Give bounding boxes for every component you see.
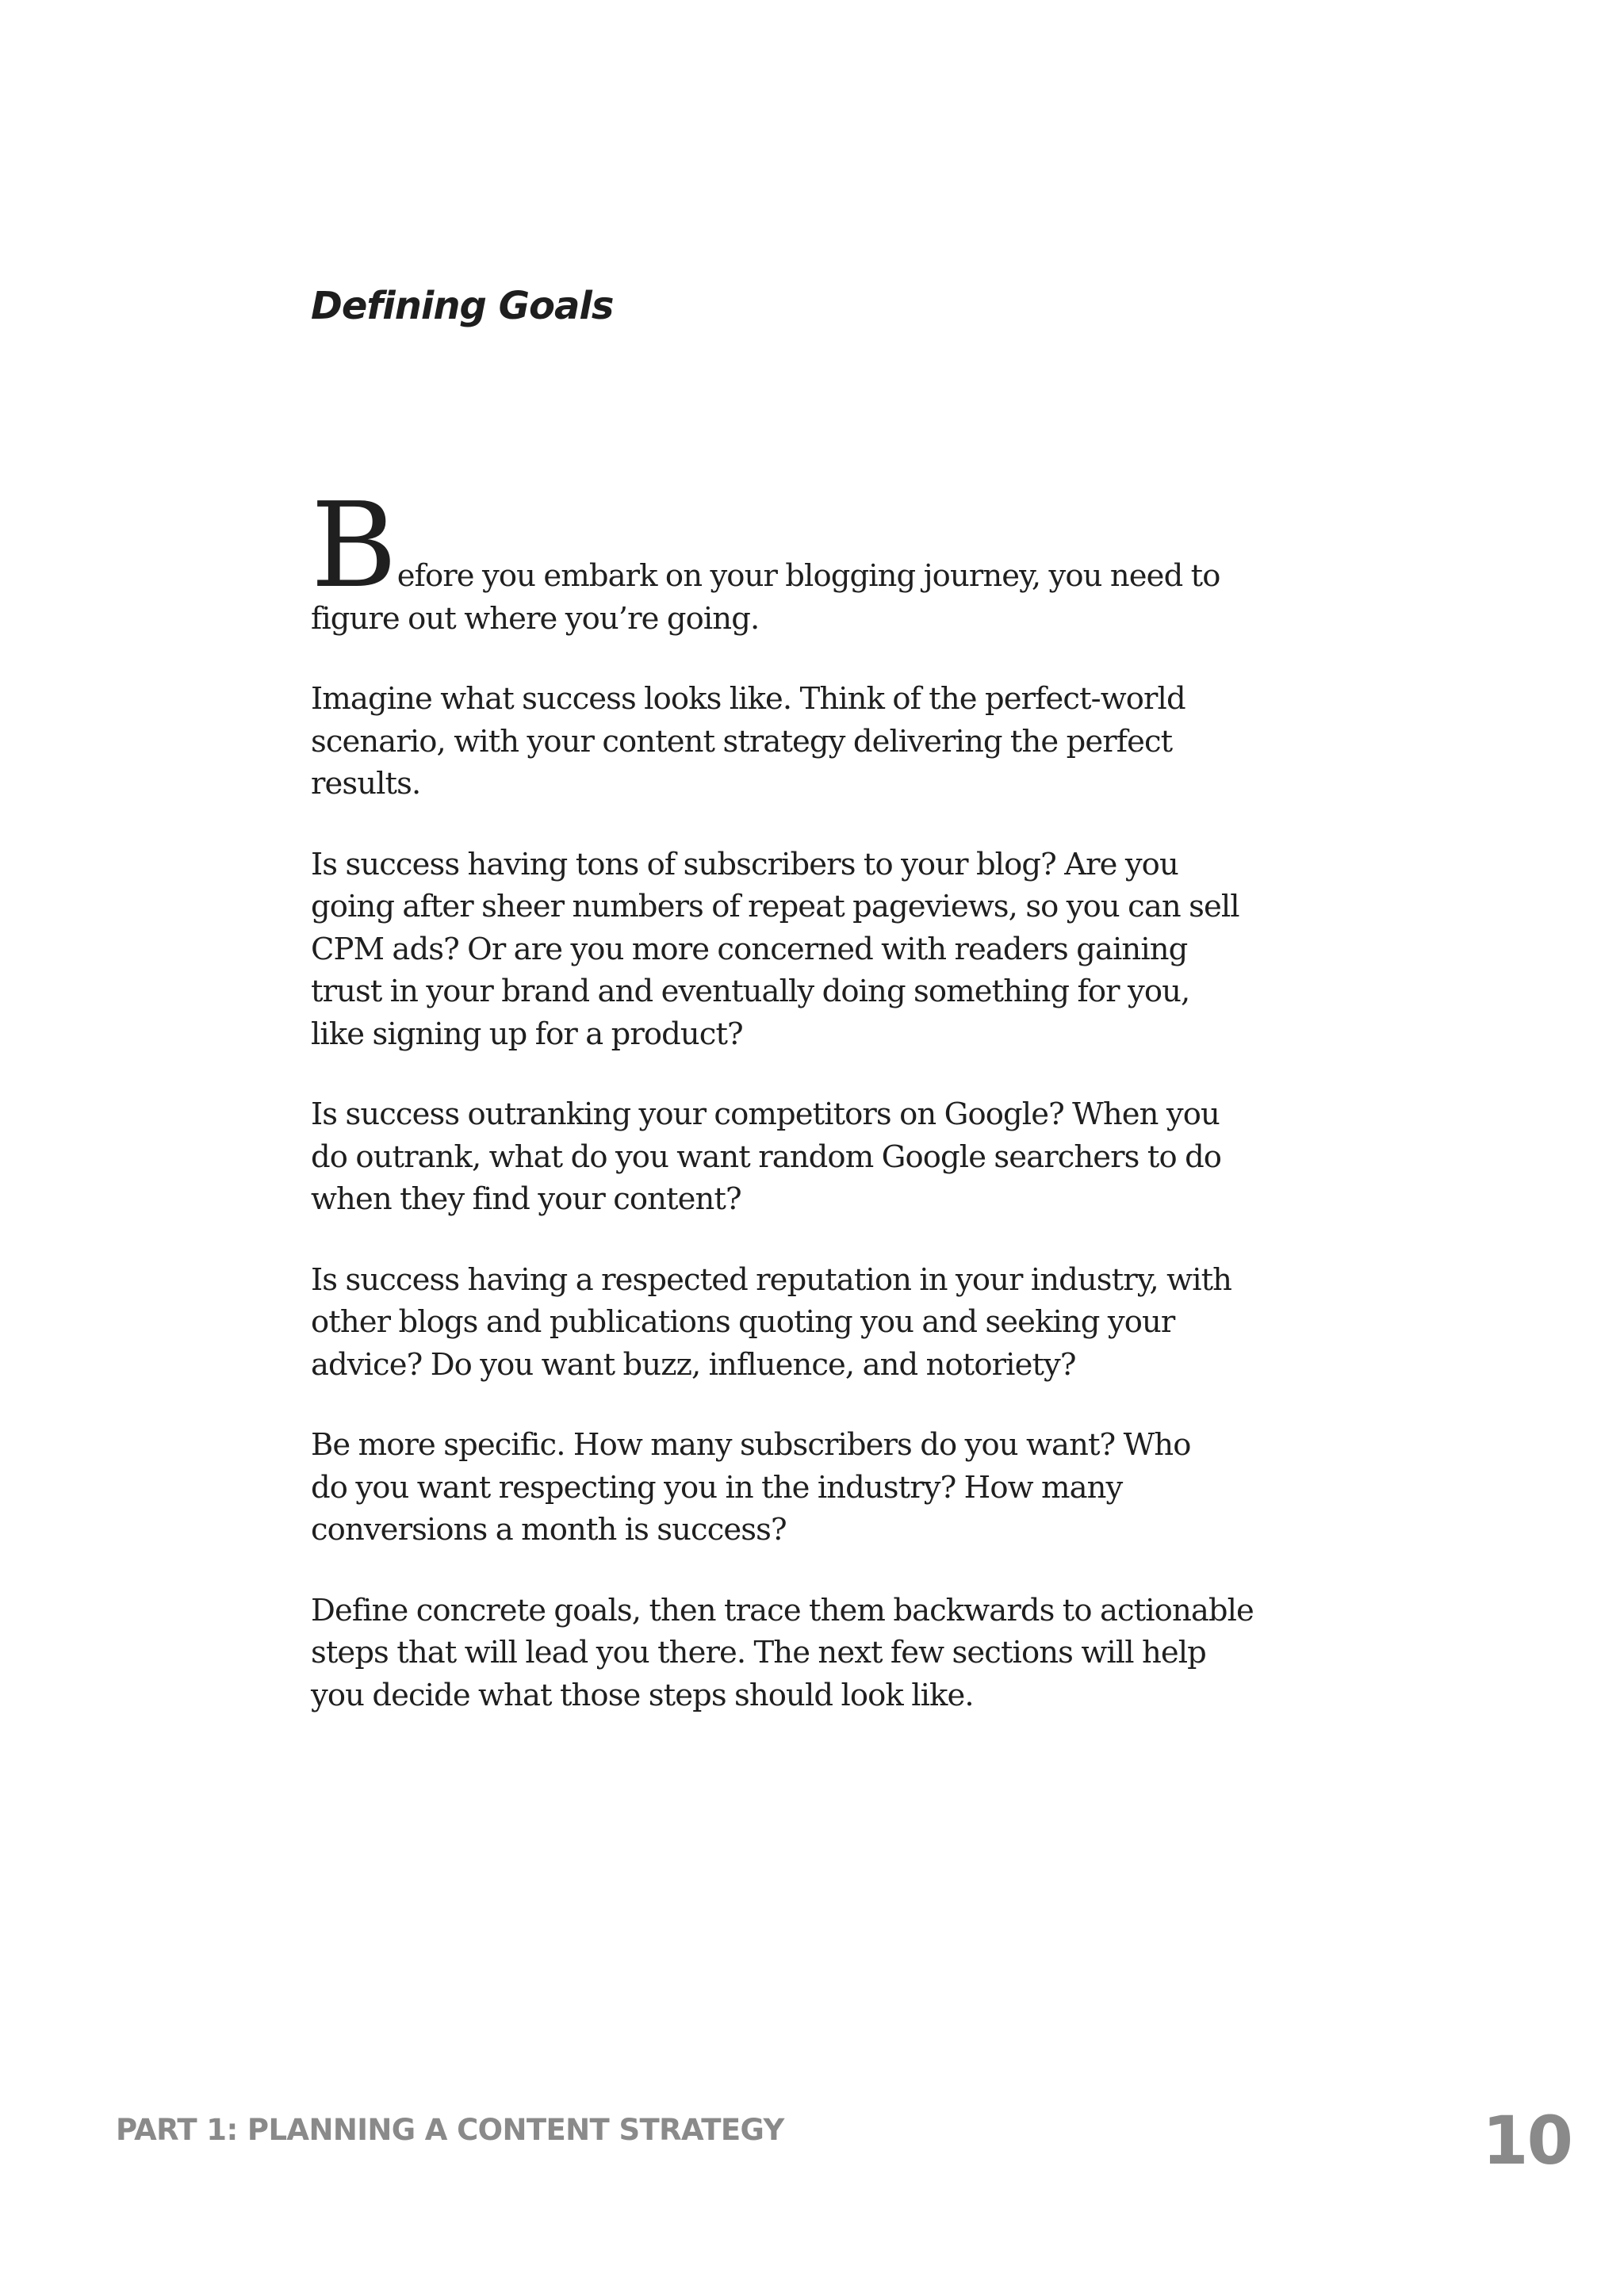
paragraph-line: Is success having tons of subscribers to your blog? Are you — [311, 846, 1178, 882]
paragraph-line: Is success having a respected reputation in your industry, with — [311, 1261, 1232, 1298]
paragraph-5 — [311, 1259, 1312, 1387]
paragraph-line: like signing up for a product? — [311, 1016, 743, 1052]
paragraph-2 — [311, 678, 1312, 806]
paragraph-line: trust in your brand and eventually doing something for you, — [311, 974, 1190, 1009]
paragraph-1-line-1: efore you embark on your blogging journey, you need to — [396, 558, 1220, 594]
paragraph-1 — [311, 477, 1312, 640]
paragraph-line: Be more specific. How many subscribers do you want? Who — [311, 1427, 1191, 1463]
page-number: 10 — [1482, 2102, 1572, 2179]
paragraph-6 — [311, 1424, 1312, 1552]
paragraph-1-line-2: figure out where you’re going. — [311, 600, 760, 637]
body-text — [311, 477, 1312, 1755]
paragraph-line: do outrank, what do you want random Google searchers to do — [311, 1138, 1222, 1175]
paragraph-line: do you want respecting you in the industry? How many — [311, 1469, 1123, 1506]
paragraph-line: other blogs and publications quoting you and seeking your — [311, 1304, 1175, 1340]
paragraph-line: Imagine what success looks like. Think of the perfect-world — [311, 681, 1185, 717]
paragraph-line: CPM ads? Or are you more concerned with readers gaining — [311, 931, 1188, 967]
paragraph-4 — [311, 1093, 1312, 1221]
paragraph-3 — [311, 844, 1312, 1056]
paragraph-line: Define concrete goals, then trace them backwards to actionable — [311, 1592, 1254, 1628]
drop-cap: B — [311, 477, 397, 614]
paragraph-line: scenario, with your content strategy delivering the perfect — [311, 723, 1173, 760]
paragraph-7 — [311, 1590, 1312, 1717]
paragraph-line: you decide what those steps should look like. — [311, 1677, 974, 1713]
paragraph-line: conversions a month is success? — [311, 1512, 787, 1548]
section-title: Defining Goals — [311, 284, 614, 328]
paragraph-line: when they find your content? — [311, 1181, 741, 1217]
paragraph-line: Is success outranking your competitors on Google? When you — [311, 1096, 1220, 1132]
paragraph-line: results. — [311, 766, 421, 802]
paragraph-line: steps that will lead you there. The next few sections will help — [311, 1635, 1206, 1670]
footer-part-label: PART 1: PLANNING A CONTENT STRATEGY — [116, 2113, 784, 2147]
paragraph-line: going after sheer numbers of repeat pageviews, so you can sell — [311, 889, 1239, 924]
paragraph-line: advice? Do you want buzz, influence, and notoriety? — [311, 1346, 1076, 1383]
